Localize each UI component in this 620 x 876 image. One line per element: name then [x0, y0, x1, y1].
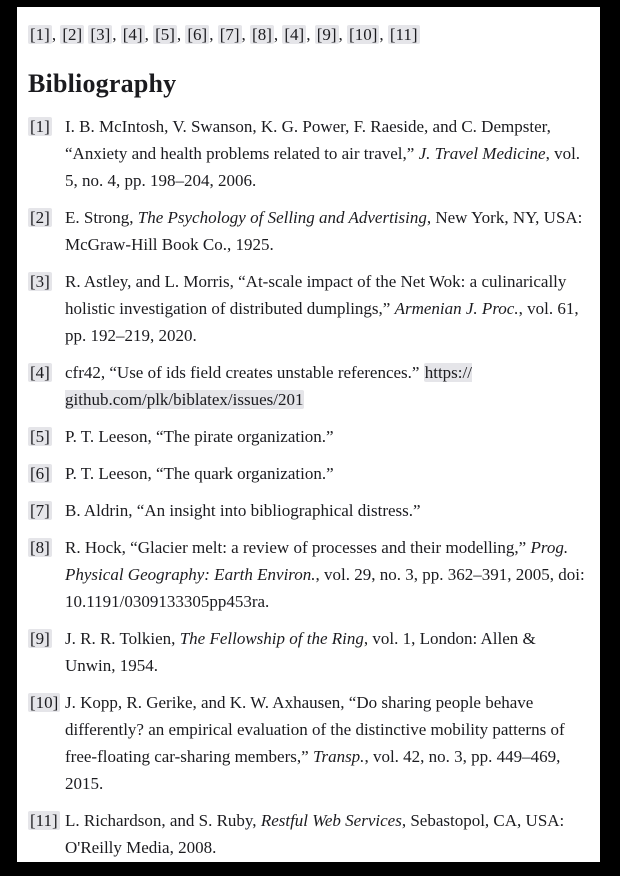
reference-text [65, 423, 590, 450]
reference-label-cell [28, 359, 65, 413]
reference-label[interactable]: [6] [30, 464, 50, 483]
citation-separator: , [273, 25, 283, 44]
citation-link-2[interactable]: [2] [62, 25, 83, 44]
reference-text [65, 359, 590, 413]
reference-text [65, 689, 590, 797]
citation-separator: , [379, 25, 388, 44]
reference-label[interactable]: [1] [30, 117, 50, 136]
reference-item [28, 689, 590, 797]
reference-text-segment: R. Astley, and L. Morris, “At-scale impact of the Net Wok: a culinarically holistic investigation of distributed dumplings,” [65, 272, 567, 318]
reference-url-link[interactable]: https://github.com/plk/biblatex/issues/201 [65, 363, 472, 409]
reference-text [65, 807, 590, 861]
reference-work-title: J. Travel Medicine [418, 144, 546, 163]
reference-item [28, 625, 590, 679]
reference-text-segment: J. Kopp, R. Gerike, and K. W. Axhausen, “Do sharing people behave differently? an empirical evaluation of the distinctive mobility patterns of free-floating car-sharing members,” [65, 693, 565, 766]
reference-text [65, 268, 590, 349]
reference-label[interactable]: [2] [30, 208, 50, 227]
citation-link-10[interactable]: [10] [349, 25, 378, 44]
reference-work-title: Armenian J. Proc. [394, 299, 519, 318]
reference-text [65, 534, 590, 615]
citation-separator: , [338, 25, 348, 44]
reference-label[interactable]: [8] [30, 538, 50, 557]
reference-label-cell [28, 625, 65, 679]
citation-separator: , [209, 25, 218, 44]
citation-link-7[interactable]: [7] [219, 25, 240, 44]
reference-work-title: The Fellowship of the Ring [179, 629, 364, 648]
citation-separator: , [144, 25, 154, 44]
reference-text-segment: I. B. McIntosh, V. Swanson, K. G. Power, F. Raeside, and C. Dempster, “Anxiety and health problems related to air travel,” [65, 117, 551, 163]
reference-text [65, 625, 590, 679]
citation-link-4[interactable]: [4] [284, 25, 305, 44]
reference-label-cell [28, 268, 65, 349]
reference-text-segment: L. Richardson, and S. Ruby, [65, 811, 261, 830]
citation-link-6[interactable]: [6] [187, 25, 208, 44]
citation-separator: , [176, 25, 186, 44]
reference-item [28, 534, 590, 615]
reference-label-cell [28, 534, 65, 615]
reference-label[interactable]: [9] [30, 629, 50, 648]
reference-text-segment: , vol. 5, no. 4, pp. 198–204, 2006. [65, 144, 581, 190]
reference-label-cell [28, 460, 65, 487]
reference-label[interactable]: [3] [30, 272, 50, 291]
citation-separator: , [306, 25, 315, 44]
reference-label[interactable]: [5] [30, 427, 50, 446]
reference-text-segment: cfr42, “Use of ids field creates unstable references.” [65, 363, 424, 382]
reference-text [65, 113, 590, 194]
reference-text-segment: , vol. 42, no. 3, pp. 449–469, 2015. [65, 747, 561, 793]
citation-separator: , [51, 25, 61, 44]
reference-label-cell [28, 204, 65, 258]
citation-separator: , [112, 25, 121, 44]
reference-work-title: The Psychology of Selling and Advertising [137, 208, 427, 227]
reference-item [28, 423, 590, 450]
citation-link-3[interactable]: [3] [90, 25, 111, 44]
reference-text-segment: E. Strong, [65, 208, 138, 227]
citation-separator: , [241, 25, 251, 44]
reference-work-title: Prog. Physical Geography: Earth Environ. [65, 538, 569, 584]
reference-item [28, 460, 590, 487]
reference-label[interactable]: [7] [30, 501, 50, 520]
inline-citation-line [28, 21, 590, 48]
citation-link-8[interactable]: [8] [252, 25, 272, 44]
citation-link-4[interactable]: [4] [122, 25, 143, 44]
reference-item [28, 204, 590, 258]
reference-text-segment: , vol. 29, no. 3, pp. 362–391, 2005, doi: 10.1191/0309133305pp453ra. [65, 565, 585, 611]
page-title: Bibliography [28, 69, 177, 98]
reference-label[interactable]: [11] [30, 811, 58, 830]
reference-label-cell [28, 497, 65, 524]
reference-item [28, 497, 590, 524]
reference-list [28, 113, 590, 861]
reference-text-segment: B. Aldrin, “An insight into bibliographical distress.” [65, 501, 421, 520]
reference-text [65, 460, 590, 487]
reference-work-title: Restful Web Services [260, 811, 402, 830]
citation-link-1[interactable]: [1] [30, 25, 50, 44]
citation-link-9[interactable]: [9] [316, 25, 337, 44]
reference-text-segment: P. T. Leeson, “The quark organization.” [65, 464, 334, 483]
reference-label-cell [28, 689, 65, 797]
reference-text-segment: , vol. 61, pp. 192–219, 2020. [65, 299, 579, 345]
reference-label-cell [28, 113, 65, 194]
reference-label-cell [28, 423, 65, 450]
reference-label-cell [28, 807, 65, 861]
citation-link-5[interactable]: [5] [155, 25, 175, 44]
reference-item [28, 268, 590, 349]
reference-label[interactable]: [10] [30, 693, 59, 712]
reference-item [28, 113, 590, 194]
reference-text-segment: , New York, NY, USA: McGraw-Hill Book Co., 1925. [65, 208, 583, 254]
reference-work-title: Transp. [312, 747, 365, 766]
reference-text-segment: , Sebastopol, CA, USA: O'Reilly Media, 2008. [65, 811, 565, 857]
reference-item [28, 807, 590, 861]
reference-text-segment: J. R. R. Tolkien, [65, 629, 180, 648]
citation-link-11[interactable]: [11] [389, 25, 418, 44]
reference-text-segment: R. Hock, “Glacier melt: a review of processes and their modelling,” [65, 538, 531, 557]
reference-item [28, 359, 590, 413]
reference-text-segment: P. T. Leeson, “The pirate organization.” [65, 427, 334, 446]
document-page [17, 7, 600, 862]
reference-text-segment: , vol. 1, London: Allen & Unwin, 1954. [65, 629, 536, 675]
reference-text [65, 204, 590, 258]
reference-text [65, 497, 590, 524]
reference-label[interactable]: [4] [30, 363, 50, 382]
